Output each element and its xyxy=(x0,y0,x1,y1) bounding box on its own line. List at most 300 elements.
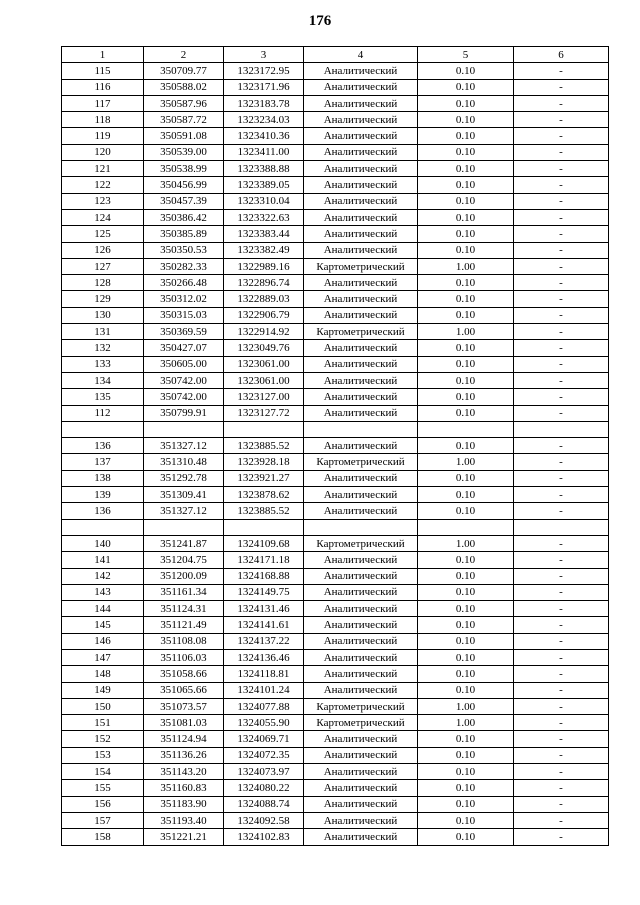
table-cell xyxy=(224,519,304,535)
table-cell: 0.10 xyxy=(418,389,514,405)
table-cell: 1323410.36 xyxy=(224,128,304,144)
table-cell: - xyxy=(514,796,609,812)
table-cell: - xyxy=(514,584,609,600)
table-row xyxy=(62,568,609,584)
table-cell: 134 xyxy=(62,372,144,388)
table-cell: 1323928.18 xyxy=(224,454,304,470)
table-cell: 146 xyxy=(62,633,144,649)
table-cell: Аналитический xyxy=(304,389,418,405)
table-cell: 0.10 xyxy=(418,666,514,682)
table-cell: - xyxy=(514,161,609,177)
table-cell: 137 xyxy=(62,454,144,470)
table-cell: 0.10 xyxy=(418,682,514,698)
table-cell: 1323885.52 xyxy=(224,503,304,519)
table-cell: Аналитический xyxy=(304,209,418,225)
table-cell: 350369.59 xyxy=(144,324,224,340)
table-cell: 112 xyxy=(62,405,144,421)
table-cell: 350312.02 xyxy=(144,291,224,307)
table-cell: 0.10 xyxy=(418,275,514,291)
table-cell: - xyxy=(514,438,609,454)
table-cell: 351143.20 xyxy=(144,764,224,780)
table-cell: 157 xyxy=(62,812,144,828)
table-row xyxy=(62,812,609,828)
table-cell: 124 xyxy=(62,209,144,225)
table-cell: 1323234.03 xyxy=(224,112,304,128)
table-cell: Аналитический xyxy=(304,307,418,323)
table-cell: 351065.66 xyxy=(144,682,224,698)
table-cell: Аналитический xyxy=(304,128,418,144)
table-cell: 1.00 xyxy=(418,715,514,731)
table-cell: - xyxy=(514,633,609,649)
table-cell xyxy=(514,519,609,535)
table-row xyxy=(62,666,609,682)
table-cell: 0.10 xyxy=(418,731,514,747)
table-cell: Картометрический xyxy=(304,324,418,340)
table-cell: 155 xyxy=(62,780,144,796)
table-cell: 1324092.58 xyxy=(224,812,304,828)
table-cell: - xyxy=(514,128,609,144)
table-row xyxy=(62,584,609,600)
table-cell: 1323127.00 xyxy=(224,389,304,405)
table-cell: - xyxy=(514,780,609,796)
table-cell: 145 xyxy=(62,617,144,633)
header-cell: 3 xyxy=(224,47,304,63)
table-cell: 351106.03 xyxy=(144,649,224,665)
table-cell: 150 xyxy=(62,698,144,714)
table-cell: 127 xyxy=(62,258,144,274)
table-cell: 152 xyxy=(62,731,144,747)
table-cell: 0.10 xyxy=(418,112,514,128)
table-cell: - xyxy=(514,63,609,79)
table-row xyxy=(62,95,609,111)
table-cell: 1323921.27 xyxy=(224,470,304,486)
table-cell: 136 xyxy=(62,503,144,519)
table-cell: 0.10 xyxy=(418,617,514,633)
header-row xyxy=(62,47,609,63)
table-cell: Аналитический xyxy=(304,356,418,372)
table-cell: Аналитический xyxy=(304,438,418,454)
table-cell: 350456.99 xyxy=(144,177,224,193)
table-cell: 129 xyxy=(62,291,144,307)
table-cell xyxy=(304,421,418,437)
table-cell: - xyxy=(514,307,609,323)
header-cell: 6 xyxy=(514,47,609,63)
table-cell: 143 xyxy=(62,584,144,600)
table-cell: Аналитический xyxy=(304,731,418,747)
header-cell: 1 xyxy=(62,47,144,63)
table-cell: 154 xyxy=(62,764,144,780)
table-cell: 1323389.05 xyxy=(224,177,304,193)
table-cell: 350605.00 xyxy=(144,356,224,372)
table-cell: - xyxy=(514,144,609,160)
table-cell: Аналитический xyxy=(304,487,418,503)
table-row xyxy=(62,503,609,519)
table-cell: Аналитический xyxy=(304,682,418,698)
table-cell: 1323171.96 xyxy=(224,79,304,95)
table-cell: 0.10 xyxy=(418,552,514,568)
table-cell: 1324136.46 xyxy=(224,649,304,665)
table-cell: 350742.00 xyxy=(144,372,224,388)
table-cell: 131 xyxy=(62,324,144,340)
table-cell: - xyxy=(514,356,609,372)
table-cell: 0.10 xyxy=(418,812,514,828)
table-cell: 126 xyxy=(62,242,144,258)
table-row xyxy=(62,649,609,665)
table-cell: 0.10 xyxy=(418,568,514,584)
table-cell: 0.10 xyxy=(418,503,514,519)
table-row xyxy=(62,698,609,714)
table-cell: Аналитический xyxy=(304,112,418,128)
table-cell: - xyxy=(514,666,609,682)
table-cell: 0.10 xyxy=(418,780,514,796)
table-cell: 136 xyxy=(62,438,144,454)
table-cell: 0.10 xyxy=(418,226,514,242)
table-cell: 351241.87 xyxy=(144,535,224,551)
table-row xyxy=(62,275,609,291)
table-cell: 351136.26 xyxy=(144,747,224,763)
table-cell: 1.00 xyxy=(418,535,514,551)
table-row xyxy=(62,438,609,454)
table-cell: - xyxy=(514,682,609,698)
table-row xyxy=(62,340,609,356)
table-cell: Аналитический xyxy=(304,747,418,763)
table-cell: 350282.33 xyxy=(144,258,224,274)
table-cell: 138 xyxy=(62,470,144,486)
table-cell xyxy=(418,519,514,535)
table-row xyxy=(62,128,609,144)
table-cell: 144 xyxy=(62,601,144,617)
table-cell: 147 xyxy=(62,649,144,665)
table-cell: - xyxy=(514,79,609,95)
table-cell: Аналитический xyxy=(304,161,418,177)
table-cell: - xyxy=(514,731,609,747)
table-cell: 0.10 xyxy=(418,356,514,372)
table-cell xyxy=(62,519,144,535)
table-cell: 1324137.22 xyxy=(224,633,304,649)
table-cell: 350587.96 xyxy=(144,95,224,111)
table-cell: 153 xyxy=(62,747,144,763)
table-cell: Картометрический xyxy=(304,535,418,551)
table-cell: - xyxy=(514,209,609,225)
table-cell: 350457.39 xyxy=(144,193,224,209)
table-row xyxy=(62,291,609,307)
table-cell: - xyxy=(514,649,609,665)
table-cell: Аналитический xyxy=(304,812,418,828)
table-cell: - xyxy=(514,715,609,731)
table-cell: 1323383.44 xyxy=(224,226,304,242)
table-row xyxy=(62,421,609,437)
table-cell: 350266.48 xyxy=(144,275,224,291)
table-cell: 351327.12 xyxy=(144,438,224,454)
table-cell: 1324168.88 xyxy=(224,568,304,584)
table-cell: Аналитический xyxy=(304,503,418,519)
table-cell: Аналитический xyxy=(304,193,418,209)
table-cell: Аналитический xyxy=(304,584,418,600)
table-row xyxy=(62,372,609,388)
table-cell: 1323388.88 xyxy=(224,161,304,177)
table-cell: - xyxy=(514,764,609,780)
table-row xyxy=(62,715,609,731)
table-row xyxy=(62,258,609,274)
table-cell: 1324101.24 xyxy=(224,682,304,698)
table-cell: - xyxy=(514,258,609,274)
table-cell: 156 xyxy=(62,796,144,812)
table-row xyxy=(62,764,609,780)
table-cell: 1324141.61 xyxy=(224,617,304,633)
table-cell: 0.10 xyxy=(418,633,514,649)
table-cell: 1322914.92 xyxy=(224,324,304,340)
table-cell: 350386.42 xyxy=(144,209,224,225)
table-cell: 1323049.76 xyxy=(224,340,304,356)
table-cell: 1322896.74 xyxy=(224,275,304,291)
table-cell: 0.10 xyxy=(418,291,514,307)
table-cell: - xyxy=(514,487,609,503)
table-cell: 121 xyxy=(62,161,144,177)
table-cell: 133 xyxy=(62,356,144,372)
table-row xyxy=(62,112,609,128)
table-cell: 1323885.52 xyxy=(224,438,304,454)
table-row xyxy=(62,617,609,633)
table-cell: 0.10 xyxy=(418,829,514,845)
table-cell: 1324072.35 xyxy=(224,747,304,763)
table-cell: 1323411.00 xyxy=(224,144,304,160)
table-cell: 118 xyxy=(62,112,144,128)
table-cell: 350350.53 xyxy=(144,242,224,258)
table-cell: - xyxy=(514,405,609,421)
table-row xyxy=(62,405,609,421)
table-cell: Картометрический xyxy=(304,715,418,731)
table-cell: Аналитический xyxy=(304,829,418,845)
table-cell: 135 xyxy=(62,389,144,405)
table-cell: 0.10 xyxy=(418,79,514,95)
table-cell: - xyxy=(514,389,609,405)
table-cell: 0.10 xyxy=(418,584,514,600)
table-cell: 140 xyxy=(62,535,144,551)
table-cell: 350385.89 xyxy=(144,226,224,242)
table-cell: 1.00 xyxy=(418,258,514,274)
table-cell: 1323183.78 xyxy=(224,95,304,111)
table-row xyxy=(62,454,609,470)
table-body xyxy=(62,47,609,846)
table-cell: - xyxy=(514,324,609,340)
table-cell: 351310.48 xyxy=(144,454,224,470)
table-cell: - xyxy=(514,454,609,470)
table-cell: 116 xyxy=(62,79,144,95)
table-cell: - xyxy=(514,291,609,307)
table-cell xyxy=(144,421,224,437)
table-cell: 351160.83 xyxy=(144,780,224,796)
table-cell: 0.10 xyxy=(418,63,514,79)
table-cell: 350539.00 xyxy=(144,144,224,160)
table-cell: 351073.57 xyxy=(144,698,224,714)
table-row xyxy=(62,601,609,617)
table-cell: 351292.78 xyxy=(144,470,224,486)
table-cell: 1323878.62 xyxy=(224,487,304,503)
table-cell: 1324080.22 xyxy=(224,780,304,796)
table-cell: Аналитический xyxy=(304,95,418,111)
table-row xyxy=(62,242,609,258)
table-row xyxy=(62,519,609,535)
table-cell: 130 xyxy=(62,307,144,323)
table-row xyxy=(62,633,609,649)
table-cell: Аналитический xyxy=(304,63,418,79)
table-cell: 0.10 xyxy=(418,649,514,665)
table-cell: 1322889.03 xyxy=(224,291,304,307)
table-row xyxy=(62,356,609,372)
table-row xyxy=(62,193,609,209)
page-number: 176 xyxy=(308,13,332,29)
table-cell: - xyxy=(514,275,609,291)
table-cell: 0.10 xyxy=(418,193,514,209)
table-cell xyxy=(144,519,224,535)
table-cell: 0.10 xyxy=(418,405,514,421)
table-cell: 351081.03 xyxy=(144,715,224,731)
table-cell: Аналитический xyxy=(304,470,418,486)
table-cell: 0.10 xyxy=(418,487,514,503)
table-cell: 1322989.16 xyxy=(224,258,304,274)
table-cell xyxy=(224,421,304,437)
table-cell: Аналитический xyxy=(304,177,418,193)
table-cell: - xyxy=(514,340,609,356)
table-row xyxy=(62,79,609,95)
table-cell: 0.10 xyxy=(418,340,514,356)
table-cell: 1324088.74 xyxy=(224,796,304,812)
table-cell: 0.10 xyxy=(418,144,514,160)
table-cell: Аналитический xyxy=(304,340,418,356)
table-cell: - xyxy=(514,601,609,617)
table-cell xyxy=(418,421,514,437)
table-cell: Картометрический xyxy=(304,258,418,274)
table-cell: 141 xyxy=(62,552,144,568)
table-cell: - xyxy=(514,552,609,568)
table-row xyxy=(62,161,609,177)
table-cell: 350742.00 xyxy=(144,389,224,405)
table-cell: - xyxy=(514,112,609,128)
table-cell: Аналитический xyxy=(304,796,418,812)
table-cell: Аналитический xyxy=(304,291,418,307)
table-cell: 350315.03 xyxy=(144,307,224,323)
table-cell: 351124.31 xyxy=(144,601,224,617)
table-cell: 1.00 xyxy=(418,698,514,714)
table-row xyxy=(62,535,609,551)
table-cell: 1323127.72 xyxy=(224,405,304,421)
table-cell: 350709.77 xyxy=(144,63,224,79)
table-cell: 0.10 xyxy=(418,470,514,486)
table-cell xyxy=(304,519,418,535)
table-cell: 0.10 xyxy=(418,128,514,144)
table-cell: 1324102.83 xyxy=(224,829,304,845)
table-cell: Картометрический xyxy=(304,454,418,470)
table-cell: 351200.09 xyxy=(144,568,224,584)
table-cell xyxy=(514,421,609,437)
table-cell: - xyxy=(514,372,609,388)
table-row xyxy=(62,780,609,796)
table-row xyxy=(62,324,609,340)
header-cell: 4 xyxy=(304,47,418,63)
table-cell: 350587.72 xyxy=(144,112,224,128)
table-cell: Аналитический xyxy=(304,633,418,649)
table-cell: 350427.07 xyxy=(144,340,224,356)
table-cell: 1324118.81 xyxy=(224,666,304,682)
table-cell: 351108.08 xyxy=(144,633,224,649)
table-cell: Аналитический xyxy=(304,79,418,95)
table-cell: 351058.66 xyxy=(144,666,224,682)
table-cell: 1323172.95 xyxy=(224,63,304,79)
table-cell: - xyxy=(514,503,609,519)
table-row xyxy=(62,487,609,503)
table-cell: - xyxy=(514,812,609,828)
table-cell: - xyxy=(514,535,609,551)
table-cell: - xyxy=(514,226,609,242)
table-cell: - xyxy=(514,470,609,486)
table-cell xyxy=(62,421,144,437)
table-cell: 1322906.79 xyxy=(224,307,304,323)
table-cell: 115 xyxy=(62,63,144,79)
table-cell: 1323382.49 xyxy=(224,242,304,258)
table-cell: 1324055.90 xyxy=(224,715,304,731)
table-cell: Аналитический xyxy=(304,617,418,633)
table-cell: Аналитический xyxy=(304,144,418,160)
table-cell: Картометрический xyxy=(304,698,418,714)
table-cell: 142 xyxy=(62,568,144,584)
table-cell: - xyxy=(514,698,609,714)
table-cell: 0.10 xyxy=(418,438,514,454)
table-cell: Аналитический xyxy=(304,242,418,258)
table-cell: Аналитический xyxy=(304,568,418,584)
table-cell: 120 xyxy=(62,144,144,160)
table-cell: 122 xyxy=(62,177,144,193)
table-cell: 0.10 xyxy=(418,747,514,763)
table-row xyxy=(62,209,609,225)
table-cell: 351124.94 xyxy=(144,731,224,747)
table-cell: - xyxy=(514,747,609,763)
table-cell: 351161.34 xyxy=(144,584,224,600)
table-cell: 1323322.63 xyxy=(224,209,304,225)
table-row xyxy=(62,731,609,747)
table-cell: 0.10 xyxy=(418,796,514,812)
table-cell: Аналитический xyxy=(304,666,418,682)
table-cell: - xyxy=(514,242,609,258)
table-cell: Аналитический xyxy=(304,764,418,780)
table-row xyxy=(62,552,609,568)
header-cell: 5 xyxy=(418,47,514,63)
table-cell: 0.10 xyxy=(418,372,514,388)
table-cell: Аналитический xyxy=(304,601,418,617)
table-cell: Аналитический xyxy=(304,649,418,665)
table-row xyxy=(62,796,609,812)
table-cell: 1324069.71 xyxy=(224,731,304,747)
table-cell: 128 xyxy=(62,275,144,291)
table-row xyxy=(62,747,609,763)
table-cell: 125 xyxy=(62,226,144,242)
table-cell: 1323061.00 xyxy=(224,372,304,388)
table-row xyxy=(62,829,609,845)
table-cell: 1324073.97 xyxy=(224,764,304,780)
table-cell: 0.10 xyxy=(418,177,514,193)
table-cell: 0.10 xyxy=(418,95,514,111)
table-cell: Аналитический xyxy=(304,780,418,796)
table-cell: 117 xyxy=(62,95,144,111)
table-row xyxy=(62,470,609,486)
table-row xyxy=(62,63,609,79)
header-cell: 2 xyxy=(144,47,224,63)
table-cell: 149 xyxy=(62,682,144,698)
table-cell: 119 xyxy=(62,128,144,144)
table-row xyxy=(62,177,609,193)
table-row xyxy=(62,144,609,160)
table-cell: 1.00 xyxy=(418,454,514,470)
table-cell: 1324149.75 xyxy=(224,584,304,600)
